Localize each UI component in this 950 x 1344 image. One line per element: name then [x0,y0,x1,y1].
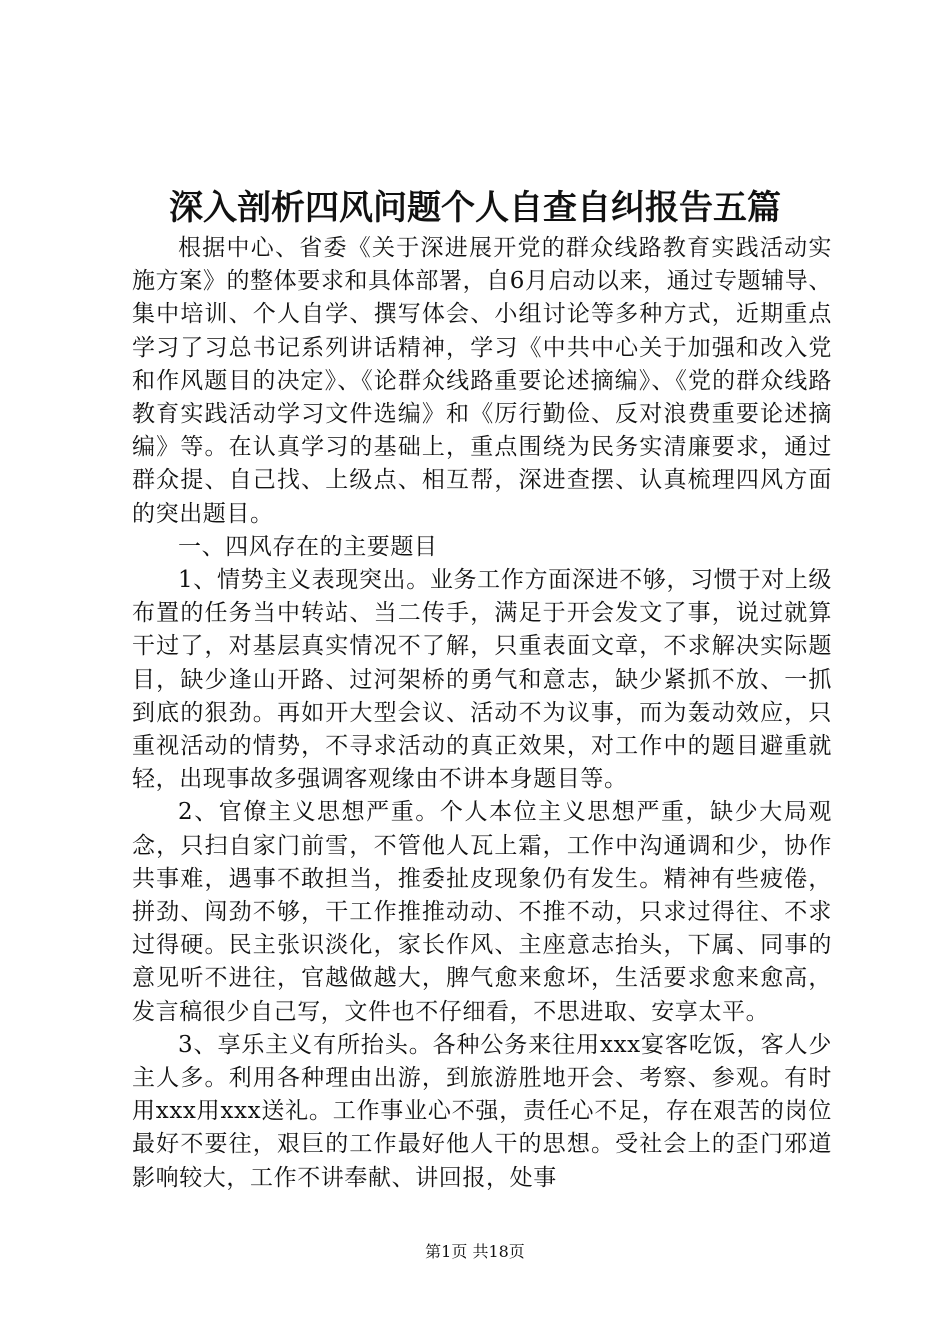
paragraph-section-heading: 一、四风存在的主要题目 [178,533,438,560]
paragraph-hedonism: 3、享乐主义有所抬头。各种公务来往用xxx宴客吃饭，客人少主人多。利用各种理由出游，到旅游胜地开会、考察、参观。有时用xxx用xxx送礼。工作事业心不强，责任心不足，存在艰苦的岗位最好不要往，艰巨的工作最好他人干的思想。受社会上的歪门邪道影响较大，工作不讲奉献、讲回报，处事 [132,1031,832,1191]
document-body [132,232,832,1195]
document-title: 深入剖析四风问题个人自查自纠报告五篇 [169,188,781,228]
paragraph-formalism: 1、情势主义表现突出。业务工作方面深进不够，习惯于对上级布置的任务当中转站、当二传手，满足于开会发文了事，说过就算干过了，对基层真实情况不了解，只重表面文章，不求解决实际题目，缺少逢山开路、过河架桥的勇气和意志，缺少紧抓不放、一抓到底的狠劲。再如开大型会议、活动不为议事，而为轰动效应，只重视活动的情势，不寻求活动的真正效果，对工作中的题目避重就轻，出现事故多强调客观缘由不讲本身题目等。 [132,567,832,793]
paragraph-intro: 根据中心、省委《关于深进展开党的群众线路教育实践活动实施方案》的整体要求和具体部署，自6月启动以来，通过专题辅导、集中培训、个人自学、撰写体会、小组讨论等多种方式，近期重点学习了习总书记系列讲话精神，学习《中共中心关于加强和改入党和作风题目的决定》、《论群众线路重要论述摘编》、《党的群众线路教育实践活动学习文件选编》和《厉行勤俭、反对浪费重要论述摘编》等。在认真学习的基础上，重点围绕为民务实清廉要求，通过群众提、自己找、上级点、相互帮，深进查摆、认真梳理四风方面的突出题目。 [132,235,832,527]
paragraph-bureaucratism: 2、官僚主义思想严重。个人本位主义思想严重，缺少大局观念，只扫自家门前雪，不管他人瓦上霜，工作中沟通调和少，协作共事难，遇事不敢担当，推委扯皮现象仍有发生。精神有些疲倦，拼劲、闯劲不够，干工作推推动动、不推不动，只求过得往、不求过得硬。民主张识淡化，家长作风、主座意志抬头，下属、同事的意见听不进往，官越做越大，脾气愈来愈坏，生活要求愈来愈高，发言稿很少自己写，文件也不仔细看，不思进取、安享太平。 [132,799,832,1025]
page-footer: 第1页 共18页 [425,1242,525,1261]
